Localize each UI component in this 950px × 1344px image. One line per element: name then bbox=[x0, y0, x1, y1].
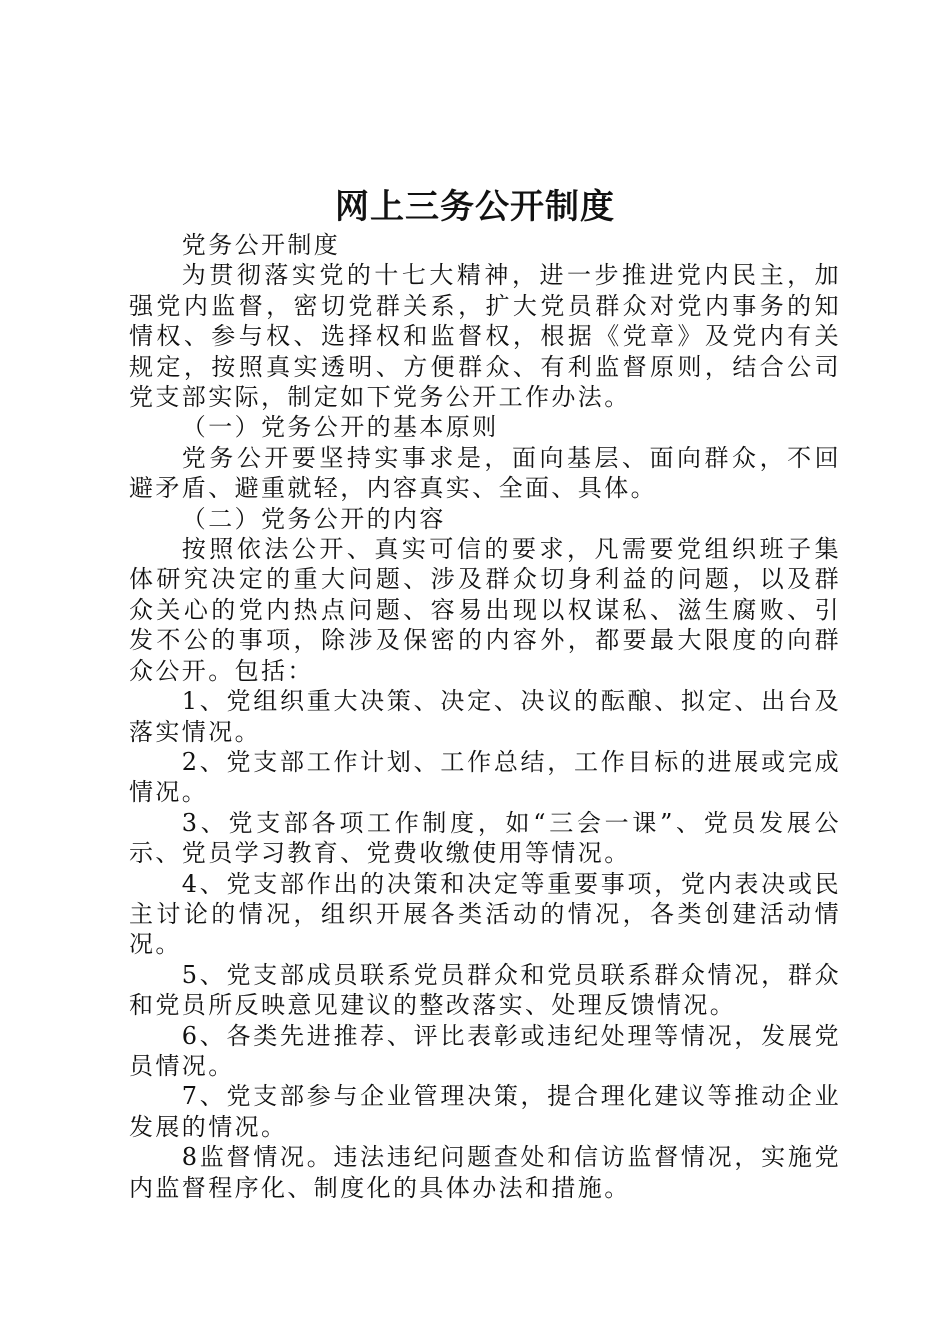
list-item: 6、各类先进推荐、评比表彰或违纪处理等情况，发展党员情况。 bbox=[129, 1021, 841, 1080]
subsection-heading: （二）党务公开的内容 bbox=[181, 504, 446, 533]
document-title: 网上三务公开制度 bbox=[335, 187, 615, 227]
list-item: 5、党支部成员联系党员群众和党员联系群众情况，群众和党员所反映意见建议的整改落实、处理反馈情况。 bbox=[129, 960, 841, 1020]
list-item: 1、党组织重大决策、决定、决议的酝酿、拟定、出台及落实情况。 bbox=[129, 687, 841, 746]
section-heading: 党务公开制度 bbox=[181, 231, 341, 259]
subsection-heading: （一）党务公开的基本原则 bbox=[181, 413, 499, 442]
list-item: 7、党支部参与企业管理决策，提合理化建议等推动企业发展的情况。 bbox=[129, 1082, 841, 1141]
body-paragraph: 按照依法公开、真实可信的要求，凡需要党组织班子集体研究决定的重大问题、涉及群众切身利益的问题，以及群众关心的党内热点问题、容易出现以权谋私、滋生腐败、引发不公的事项，除涉及保密的内容外，都要最大限度的向群众公开。包括： bbox=[129, 535, 841, 685]
body-paragraph: 为贯彻落实党的十七大精神，进一步推进党内民主，加强党内监督，密切党群关系，扩大党员群众对党内事务的知情权、参与权、选择权和监督权，根据《党章》及党内有关规定，按照真实透明、方便群众、有利监督原则，结合公司党支部实际，制定如下党务公开工作办法。 bbox=[129, 261, 841, 412]
list-item: 4、党支部作出的决策和决定等重要事项，党内表决或民主讨论的情况，组织开展各类活动的情况，各类创建活动情况。 bbox=[129, 869, 841, 959]
body-paragraph: 党务公开要坚持实事求是，面向基层、面向群众，不回避矛盾、避重就轻，内容真实、全面、具体。 bbox=[129, 443, 841, 503]
document-body bbox=[129, 230, 841, 1203]
list-item: 3、党支部各项工作制度，如“三会一课”、党员发展公示、党员学习教育、党费收缴使用等情况。 bbox=[129, 808, 841, 868]
list-item: 8监督情况。违法违纪问题查处和信访监督情况，实施党内监督程序化、制度化的具体办法和措施。 bbox=[129, 1143, 841, 1202]
list-item: 2、党支部工作计划、工作总结，工作目标的进展或完成情况。 bbox=[129, 747, 841, 807]
